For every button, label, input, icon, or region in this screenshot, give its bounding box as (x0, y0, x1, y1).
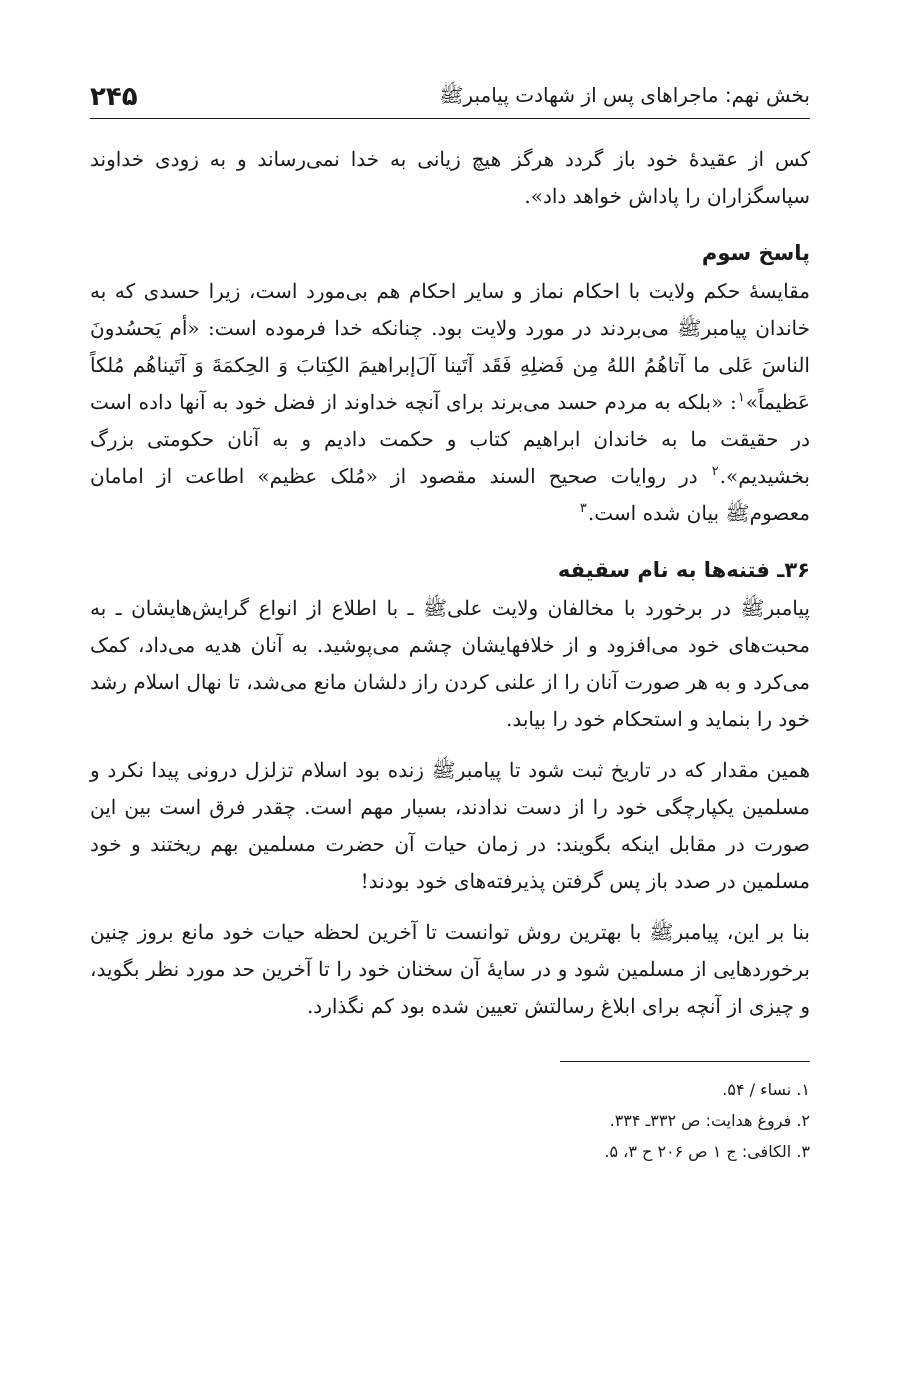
footnote-3: ۳. الکافی: ج ۱ ص ۲۰۶ ح ۳، ۵. (604, 1142, 810, 1161)
paragraph-2-intro: مقایسۀ حکم ولایت با احکام نماز و سایر احکام هم بی‌مورد است، زیرا حسدی که به خاندان پیامبرﷺ می‌بردند در مورد ولایت بود. چنانکه خدا فرموده است: (90, 279, 810, 340)
paragraph-2 (90, 273, 810, 532)
paragraph-3: پیامبرﷺ در برخورد با مخالفان ولایت علیﷺ ـ با اطلاع از انواع گرایش‌هایشان ـ به محبت‌های خود می‌افزود و از خلافهایشان چشم می‌پوشید. به آنان هدیه می‌داد، کمک می‌کرد و به هر صورت آنان را از علنی کردن راز دلشان مانع می‌شد، تا نهال اسلام رشد خود را بنماید و استحکام خود را بیابد. (90, 596, 811, 731)
section-heading-saqifa: ۳۶ـ فتنه‌ها به نام سقیفه (557, 558, 810, 582)
paragraph-1: کس از عقیدۀ خود باز گردد هرگز هیچ زیانی به خدا نمی‌رساند و به زودی خداوند سپاسگزاران را پاداش خواهد داد». (90, 147, 810, 208)
quran-quote: «أم یَحسُدونَ الناسَ عَلی ما آتاهُمُ اللهُ مِن فَضلِهِ فَقَد آتَینا آلَ‌إبراهیمَ الکِتابَ وَ الحِکمَةَ وَ آتَیناهُم مُلکاً عَظیماً» (90, 316, 810, 414)
paragraph-5: بنا بر این، پیامبرﷺ با بهترین روش توانست تا آخرین لحظه حیات خود مانع بروز چنین برخوردهایی از مسلمین شود و در سایۀ آن سخنان خود را تا آخرین حد مورد نظر بگوید، و چیزی از آنچه برای ابلاغ رسالتش تعیین شده بود کم نگذارد. (90, 920, 810, 1018)
paragraph-4: همین مقدار که در تاریخ ثبت شود تا پیامبرﷺ زنده بود اسلام تزلزل درونی پیدا نکرد و مسلمین یکپارچگی خود را از دست ندادند، بسیار مهم است. چقدر فرق است بین این صورت در مقابل اینکه بگویند: در زمان حیات آن حضرت مسلمین بهم ریختند و خود مسلمین در صدد باز پس گرفتن پذیرفته‌های خود بودند! (90, 758, 810, 893)
footnote-divider (560, 1061, 810, 1062)
running-title: بخش نهم: ماجراهای پس از شهادت پیامبرﷺ (439, 83, 810, 107)
page-number: ۲۴۵ (90, 82, 138, 112)
footnote-1: ۱. نساء / ۵۴. (722, 1080, 810, 1099)
book-page (90, 60, 810, 1350)
footnotes (90, 1074, 810, 1167)
footnote-ref-2[interactable]: ۲ (711, 464, 719, 480)
footnote-ref-3[interactable]: ۳ (579, 501, 587, 517)
quote-translation: : «بلکه به مردم حسد می‌برند برای آنچه خداوند از فضل خود به آنها داده است در حقیقت ما به خاندان ابراهیم کتاب و حکمت دادیم و به آنان حکومتی بزرگ بخشیدیم». (90, 390, 810, 488)
section-heading-third-answer: پاسخ سوم (701, 241, 810, 265)
page-header (90, 60, 810, 119)
paragraph-2-conclusion: در روایات صحیح السند مقصود از «مُلک عظیم» اطاعت از امامان معصومﷺ بیان شده است. (90, 464, 810, 525)
page-body (90, 119, 810, 1167)
footnote-2: ۲. فروغ هدایت: ص ۳۳۲ـ ۳۳۴. (609, 1111, 810, 1130)
footnote-ref-1[interactable]: ۱ (737, 390, 745, 406)
